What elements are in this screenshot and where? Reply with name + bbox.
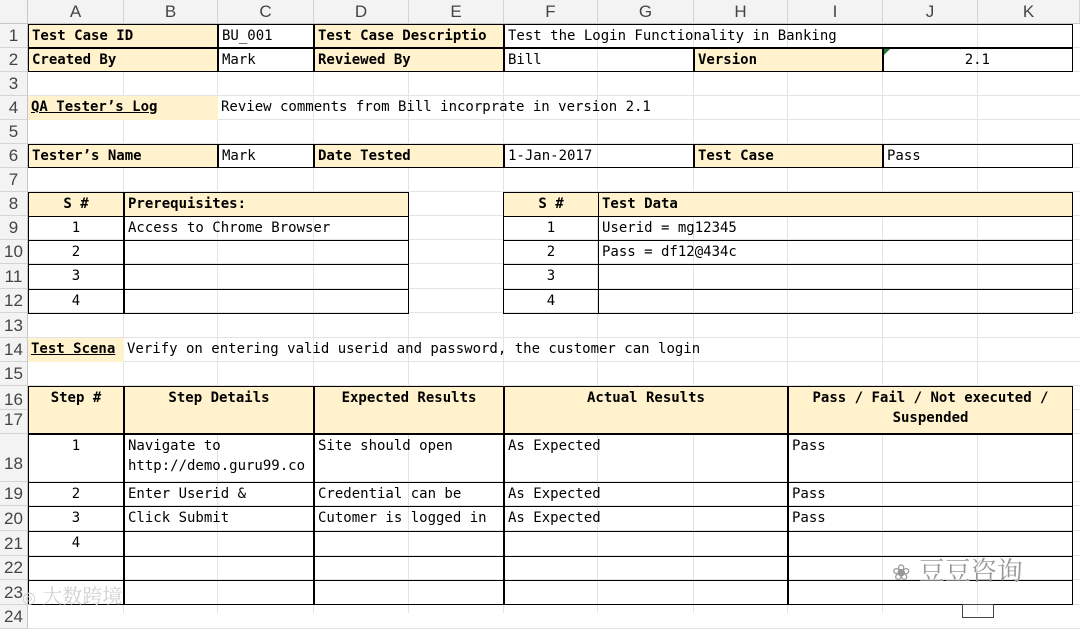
column-header-k[interactable]: K bbox=[978, 0, 1080, 24]
empty-cell[interactable] bbox=[124, 580, 314, 605]
select-all-corner[interactable] bbox=[0, 0, 28, 24]
step-details[interactable]: Enter Userid & bbox=[124, 482, 314, 507]
empty-cell[interactable] bbox=[28, 556, 124, 581]
wechat-icon: ❀ bbox=[892, 561, 911, 586]
step-details[interactable] bbox=[124, 531, 314, 557]
row-header-12[interactable]: 12 bbox=[0, 289, 28, 313]
row-header-17[interactable]: 17 bbox=[0, 410, 28, 434]
step-number[interactable]: 4 bbox=[28, 531, 124, 557]
column-header-e[interactable]: E bbox=[409, 0, 504, 24]
row-header-9[interactable]: 9 bbox=[0, 216, 28, 240]
row-header-8[interactable]: 8 bbox=[0, 192, 28, 216]
reviewed-by-label[interactable]: Reviewed By bbox=[314, 48, 504, 72]
row-header-14[interactable]: 14 bbox=[0, 338, 28, 362]
row-header-5[interactable]: 5 bbox=[0, 120, 28, 144]
comment-indicator-icon bbox=[884, 49, 890, 55]
expected-result[interactable]: Site should open bbox=[314, 434, 504, 483]
description-value[interactable]: Test the Login Functionality in Banking bbox=[504, 24, 1073, 48]
row-header-23[interactable]: 23 bbox=[0, 580, 28, 605]
version-value[interactable]: 2.1 bbox=[883, 48, 1073, 72]
status-header[interactable]: Pass / Fail / Not executed / Suspended bbox=[788, 386, 1073, 434]
row-header-6[interactable]: 6 bbox=[0, 144, 28, 168]
qa-log-comment[interactable]: Review comments from Bill incorprate in version 2.1 bbox=[221, 99, 651, 115]
watermark-right bbox=[892, 551, 1023, 588]
row-header-15[interactable]: 15 bbox=[0, 362, 28, 386]
expected-result[interactable] bbox=[314, 531, 504, 557]
row-header-3[interactable]: 3 bbox=[0, 72, 28, 96]
test-case-id-value[interactable]: BU_001 bbox=[218, 24, 314, 48]
step-status[interactable]: Pass bbox=[788, 482, 1073, 507]
description-label[interactable]: Test Case Descriptio bbox=[314, 24, 504, 48]
step-details[interactable]: Navigate to http://demo.guru99.co bbox=[124, 434, 314, 483]
step-details[interactable]: Click Submit bbox=[124, 506, 314, 532]
watermark-logo-icon: ◎ bbox=[22, 588, 36, 607]
testdata-sn[interactable]: 3 bbox=[503, 264, 599, 290]
actual-result[interactable] bbox=[504, 531, 788, 557]
date-tested-label[interactable]: Date Tested bbox=[314, 144, 504, 168]
actual-results-header[interactable]: Actual Results bbox=[504, 386, 788, 434]
row-header-1[interactable]: 1 bbox=[0, 24, 28, 48]
column-header-c[interactable]: C bbox=[218, 0, 314, 24]
column-header-g[interactable]: G bbox=[598, 0, 694, 24]
prereq-sn[interactable]: 3 bbox=[28, 264, 124, 290]
version-label[interactable]: Version bbox=[694, 48, 883, 72]
row-header-22[interactable]: 22 bbox=[0, 556, 28, 580]
row-header-21[interactable]: 21 bbox=[0, 531, 28, 556]
row-header-13[interactable]: 13 bbox=[0, 313, 28, 338]
tester-name-value[interactable]: Mark bbox=[218, 144, 314, 168]
row-header-4[interactable]: 4 bbox=[0, 96, 28, 120]
row-header-10[interactable]: 10 bbox=[0, 240, 28, 264]
column-header-a[interactable]: A bbox=[28, 0, 124, 24]
testdata-text[interactable] bbox=[598, 264, 1073, 290]
testdata-text[interactable]: Pass = df12@434c bbox=[598, 240, 1073, 265]
empty-cell[interactable] bbox=[504, 556, 788, 581]
row-header-11[interactable]: 11 bbox=[0, 264, 28, 289]
step-number-header[interactable]: Step # bbox=[28, 386, 124, 434]
testdata-sn[interactable]: 4 bbox=[503, 289, 599, 314]
row-header-19[interactable]: 19 bbox=[0, 482, 28, 506]
test-case-id-label[interactable]: Test Case ID bbox=[28, 24, 218, 48]
testdata-sn[interactable]: 1 bbox=[503, 216, 599, 241]
column-header-b[interactable]: B bbox=[124, 0, 218, 24]
step-status[interactable]: Pass bbox=[788, 506, 1073, 532]
prereq-text[interactable] bbox=[124, 240, 409, 265]
column-header-j[interactable]: J bbox=[883, 0, 978, 24]
row-header-24[interactable]: 24 bbox=[0, 605, 28, 629]
prereq-text[interactable] bbox=[124, 264, 409, 290]
actual-result[interactable]: As Expected bbox=[504, 434, 788, 483]
testdata-header[interactable]: Test Data bbox=[598, 192, 1073, 217]
selection-box[interactable] bbox=[962, 604, 994, 618]
empty-cell[interactable] bbox=[504, 580, 788, 605]
empty-cell[interactable] bbox=[124, 556, 314, 581]
prereq-sn-header[interactable]: S # bbox=[28, 192, 124, 217]
testdata-text[interactable] bbox=[598, 289, 1073, 314]
prereq-sn[interactable]: 4 bbox=[28, 289, 124, 314]
date-tested-value[interactable]: 1-Jan-2017 bbox=[504, 144, 694, 168]
step-details-header[interactable]: Step Details bbox=[124, 386, 314, 434]
step-status[interactable]: Pass bbox=[788, 434, 1073, 483]
column-header-h[interactable]: H bbox=[694, 0, 788, 24]
expected-results-header[interactable]: Expected Results bbox=[314, 386, 504, 434]
scenario-label[interactable]: Test Scena bbox=[28, 338, 124, 362]
test-case-result-label[interactable]: Test Case bbox=[694, 144, 883, 168]
prereq-header[interactable]: Prerequisites: bbox=[124, 192, 409, 217]
created-by-value[interactable]: Mark bbox=[218, 48, 314, 72]
testdata-text[interactable]: Userid = mg12345 bbox=[598, 216, 1073, 241]
testdata-sn[interactable]: 2 bbox=[503, 240, 599, 265]
column-header-i[interactable]: I bbox=[788, 0, 883, 24]
tester-name-label[interactable]: Tester’s Name bbox=[28, 144, 218, 168]
qa-log-label[interactable]: QA Tester’s Log bbox=[28, 96, 218, 120]
watermark-left-text: 大数跨境 bbox=[42, 584, 123, 608]
test-case-result-value[interactable]: Pass bbox=[883, 144, 1073, 168]
empty-cell[interactable] bbox=[314, 556, 504, 581]
prereq-sn[interactable]: 2 bbox=[28, 240, 124, 265]
step-number[interactable]: 1 bbox=[28, 434, 124, 483]
column-header-d[interactable]: D bbox=[314, 0, 409, 24]
prereq-text[interactable] bbox=[124, 289, 409, 314]
expected-result[interactable]: Cutomer is logged in bbox=[314, 506, 504, 532]
expected-result[interactable]: Credential can be bbox=[314, 482, 504, 507]
empty-cell[interactable] bbox=[314, 580, 504, 605]
scenario-text[interactable]: Verify on entering valid userid and password, the customer can login bbox=[127, 341, 701, 357]
row-header-16[interactable]: 16 bbox=[0, 386, 28, 410]
row-header-7[interactable]: 7 bbox=[0, 168, 28, 192]
prereq-text[interactable]: Access to Chrome Browser bbox=[124, 216, 409, 241]
actual-result[interactable]: As Expected bbox=[504, 482, 788, 507]
created-by-label[interactable]: Created By bbox=[28, 48, 218, 72]
column-header-f[interactable]: F bbox=[504, 0, 598, 24]
step-number[interactable]: 3 bbox=[28, 506, 124, 532]
prereq-sn[interactable]: 1 bbox=[28, 216, 124, 241]
row-header-18[interactable]: 18 bbox=[0, 434, 28, 482]
actual-result[interactable]: As Expected bbox=[504, 506, 788, 532]
row-header-20[interactable]: 20 bbox=[0, 506, 28, 531]
row-header-2[interactable]: 2 bbox=[0, 48, 28, 72]
reviewed-by-value[interactable]: Bill bbox=[504, 48, 694, 72]
step-number[interactable]: 2 bbox=[28, 482, 124, 507]
watermark-right-text: 豆豆咨询 bbox=[918, 557, 1023, 587]
testdata-sn-header[interactable]: S # bbox=[503, 192, 599, 217]
watermark-left bbox=[22, 580, 122, 609]
